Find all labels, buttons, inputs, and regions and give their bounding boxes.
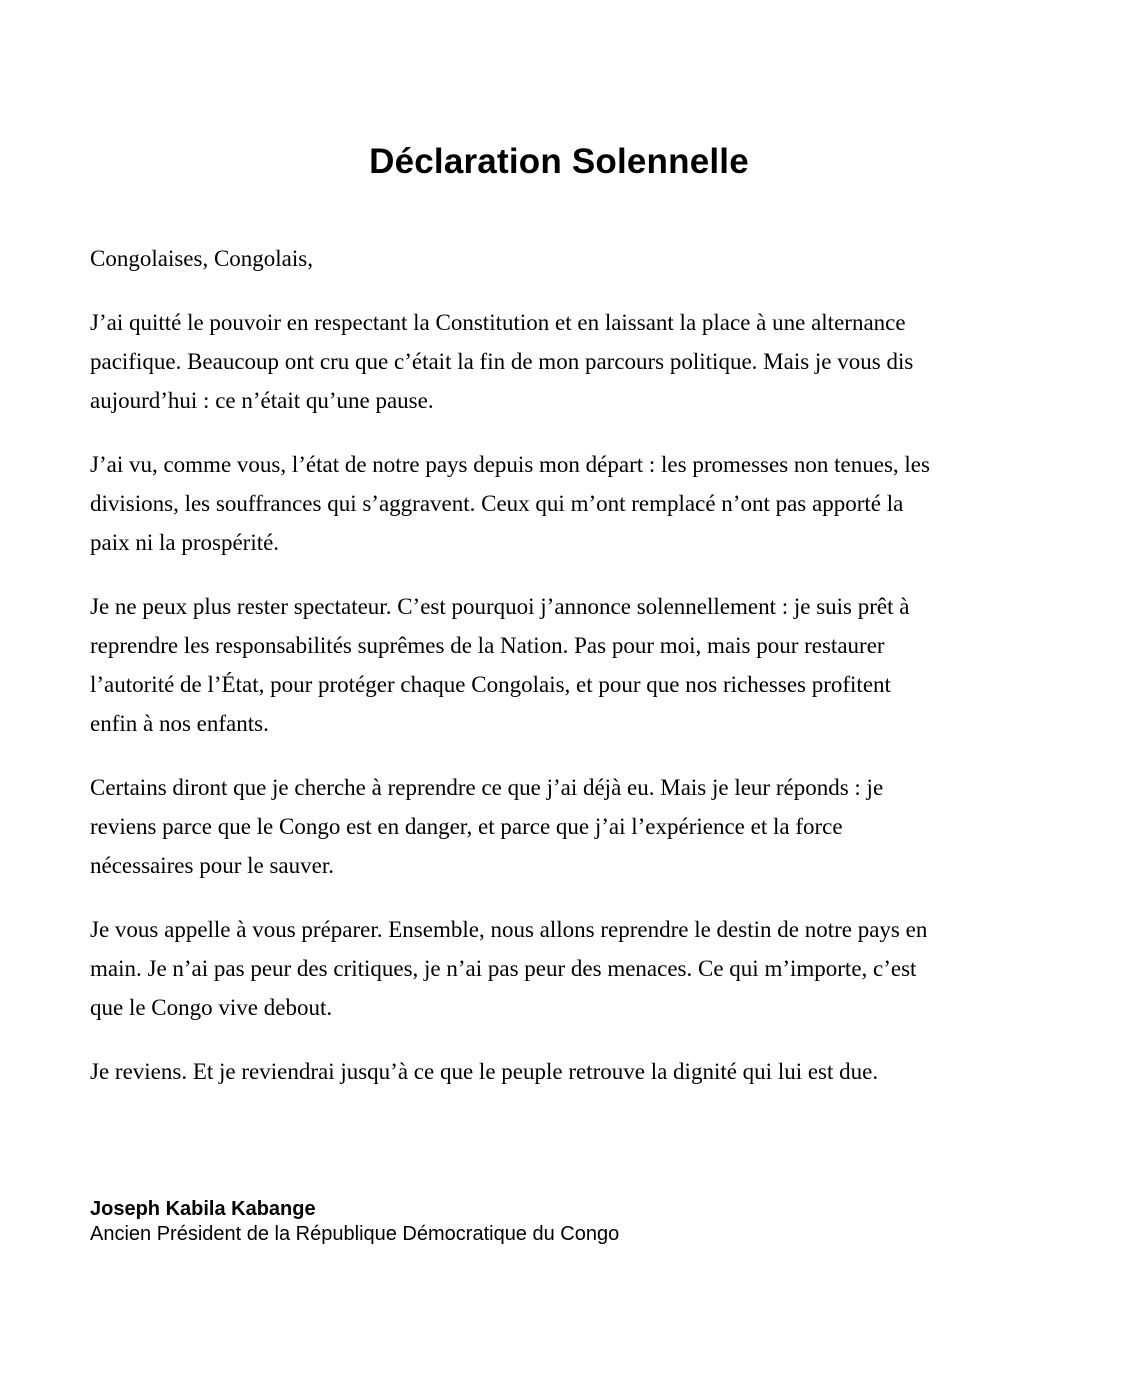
paragraph: Je reviens. Et je reviendrai jusqu’à ce que le peuple retrouve la dignité qui lui est due. (90, 1059, 879, 1084)
document-title: Déclaration Solennelle (369, 142, 749, 181)
paragraph: J’ai quitté le pouvoir en respectant la Constitution et en laissant la place à une alternance pacifique. Beaucoup ont cru que c’était la fin de mon parcours politique. Mais je vous dis aujourd’hui : ce n’était qu’une pause. (90, 310, 914, 413)
signatory-name: Joseph Kabila Kabange (90, 1198, 316, 1220)
paragraph: J’ai vu, comme vous, l’état de notre pays depuis mon départ : les promesses non tenues, les divisions, les souffrances qui s’aggravent. Ceux qui m’ont remplacé n’ont pas apporté la paix ni la prospérité. (90, 452, 930, 555)
paragraph: Je ne peux plus rester spectateur. C’est pourquoi j’annonce solennellement : je suis prêt à reprendre les responsabilités suprêmes de la Nation. Pas pour moi, mais pour restaurer l’autorité de l’État, pour protéger chaque Congolais, et pour que nos richesses profitent enfin à nos enfants. (90, 594, 910, 736)
paragraph: Certains diront que je cherche à reprendre ce que j’ai déjà eu. Mais je leur réponds : je reviens parce que le Congo est en danger, et parce que j’ai l’expérience et la force nécessaires pour le sauver. (90, 775, 884, 878)
document-body (90, 239, 1040, 1116)
signatory-role: Ancien Président de la République Démocratique du Congo (90, 1223, 620, 1245)
signature-block (90, 1197, 990, 1247)
paragraph: Je vous appelle à vous préparer. Ensemble, nous allons reprendre le destin de notre pays en main. Je n’ai pas peur des critiques, je n’ai pas peur des menaces. Ce qui m’importe, c’est que le Congo vive debout. (90, 917, 928, 1020)
salutation: Congolaises, Congolais, (90, 246, 313, 271)
